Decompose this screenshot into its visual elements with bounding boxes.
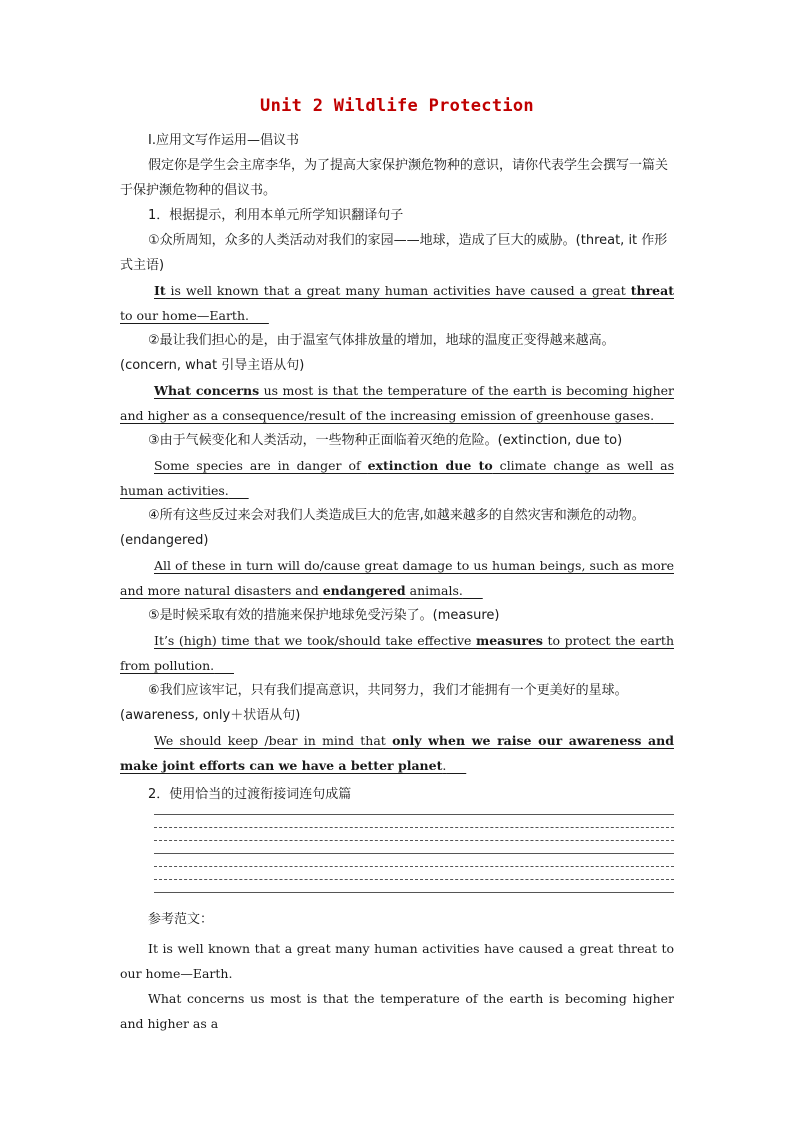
item-prompt: ④所有这些反过来会对我们人类造成巨大的危害,如越来越多的自然灾害和濒危的动物。(endangered) (120, 508, 645, 548)
page-title: Unit 2 Wildlife Protection (260, 96, 534, 116)
item-answer (120, 553, 674, 603)
item-answer (120, 453, 674, 503)
answer-text: us most is that the temperature of the earth is becoming higher and higher as a consequence/result of the increasing emission of greenhouse gases. (120, 383, 674, 423)
sample-heading: 参考范文： (148, 912, 214, 927)
answer-keyword: endangered (322, 583, 406, 598)
task-intro: 假定你是学生会主席李华，为了提高大家保护濒危物种的意识，请你代表学生会撰写一篇关于保护濒危物种的倡议书。 (120, 158, 669, 198)
answer-keyword: extinction due to (367, 458, 493, 473)
answer-text: . (442, 758, 447, 773)
item-answer (120, 628, 674, 678)
sample-paragraph: It is well known that a great many human activities have caused a great threat to our home—Earth. (120, 941, 674, 981)
answer-keyword: threat (630, 283, 674, 298)
item-answer (120, 278, 674, 328)
task2-heading: 2．使用恰当的过渡衔接词连句成篇 (148, 787, 352, 802)
answer-keyword: measures (475, 633, 543, 648)
writing-line (154, 853, 674, 854)
item-prompt: ⑥我们应该牢记，只有我们提高意识，共同努力，我们才能拥有一个更美好的星球。(awareness, only＋状语从句) (120, 683, 628, 723)
writing-line (154, 866, 674, 867)
item-prompt: ②最让我们担心的是，由于温室气体排放量的增加，地球的温度正变得越来越高。(concern, what 引导主语从句) (120, 333, 615, 373)
answer-keyword: What concerns (154, 383, 260, 398)
answer-text: All of these in turn will do/cause great damage to us human beings, such as more and more natural disasters and (120, 558, 674, 598)
answer-text: to our home—Earth. (120, 308, 249, 323)
item-answer (120, 728, 674, 778)
answer-text: climate change as well as human activities. (120, 458, 675, 498)
item-prompt: ①众所周知，众多的人类活动对我们的家园——地球，造成了巨大的威胁。(threat, it 作形式主语) (120, 233, 668, 273)
answer-text: We should keep /bear in mind that (154, 733, 393, 748)
answer-text: Some species are in danger of (154, 458, 368, 473)
translation-items (120, 228, 674, 778)
answer-text: to protect the earth from pollution. (120, 633, 674, 673)
answer-keyword: It (154, 283, 166, 298)
answer-text: animals. (405, 583, 463, 598)
item-answer (120, 378, 674, 428)
document-page (120, 96, 674, 1036)
section-heading: Ⅰ.应用文写作运用—倡议书 (148, 133, 299, 148)
item-prompt: ⑤是时候采取有效的措施来保护地球免受污染了。(measure) (148, 608, 500, 623)
writing-line (154, 892, 674, 893)
sample-paragraph: What concerns us most is that the temperature of the earth is becoming higher and higher as a (120, 991, 674, 1031)
answer-text: is well known that a great many human activities have caused a great (165, 283, 631, 298)
writing-line (154, 827, 674, 828)
item-prompt: ③由于气候变化和人类活动，一些物种正面临着灭绝的危险。(extinction, due to) (148, 433, 623, 448)
answer-text: It’s (high) time that we took/should take effective (154, 633, 476, 648)
writing-line (154, 814, 674, 815)
answer-keyword: only when we raise our awareness and make joint efforts can we have a better planet (120, 733, 674, 773)
task1-heading: 1．根据提示，利用本单元所学知识翻译句子 (148, 208, 404, 223)
writing-lines[interactable] (154, 814, 674, 893)
